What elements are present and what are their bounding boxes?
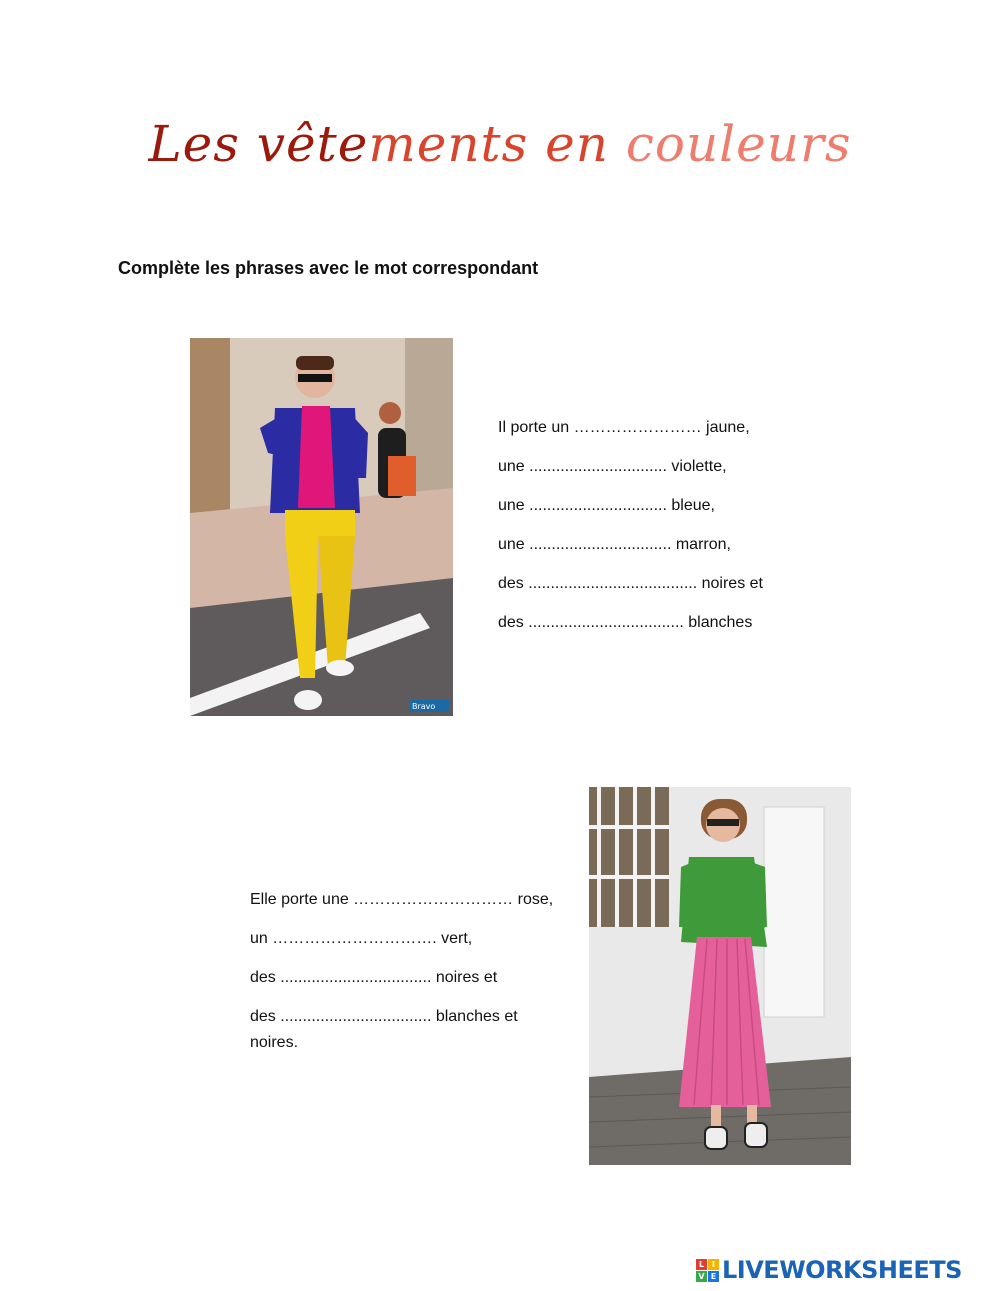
woman-sentence-4: des .................................. blanches et noires. bbox=[250, 1008, 518, 1051]
woman-sentence-2: un …………………………. vert, bbox=[250, 930, 473, 947]
woman-sentence-list bbox=[250, 887, 555, 1051]
man-photo bbox=[190, 338, 453, 716]
logo-mark-icon: L I V E bbox=[696, 1259, 719, 1282]
photo-overlay-text: Bravo bbox=[412, 702, 436, 711]
man-sentence-5: des ...................................... noires et bbox=[498, 575, 763, 592]
title-part-3: couleurs bbox=[625, 115, 852, 173]
man-sentence-4: une ................................ marron, bbox=[498, 536, 731, 553]
woman-sentence-3: des .................................. noires et bbox=[250, 969, 498, 986]
instruction-text: Complète les phrases avec le mot correspondant bbox=[118, 258, 539, 278]
man-sentence-list bbox=[498, 415, 818, 649]
woman-sentence-1: Elle porte une ………………………… rose, bbox=[250, 891, 554, 908]
photo-icon bbox=[589, 787, 851, 1165]
photo-icon bbox=[190, 338, 453, 716]
man-sentence-2: une ............................... violette, bbox=[498, 458, 727, 475]
man-sentence-6: des ................................... blanches bbox=[498, 614, 753, 631]
liveworksheets-logo bbox=[696, 1254, 962, 1286]
page-title bbox=[0, 115, 1000, 173]
title-part-2: ments en bbox=[368, 115, 626, 173]
logo-text: LIVEWORKSHEETS bbox=[722, 1256, 962, 1284]
woman-photo bbox=[589, 787, 851, 1165]
title-part-1: Les vête bbox=[148, 115, 369, 173]
man-sentence-3: une ............................... bleue, bbox=[498, 497, 715, 514]
man-sentence-1: Il porte un …………………… jaune, bbox=[498, 419, 750, 436]
